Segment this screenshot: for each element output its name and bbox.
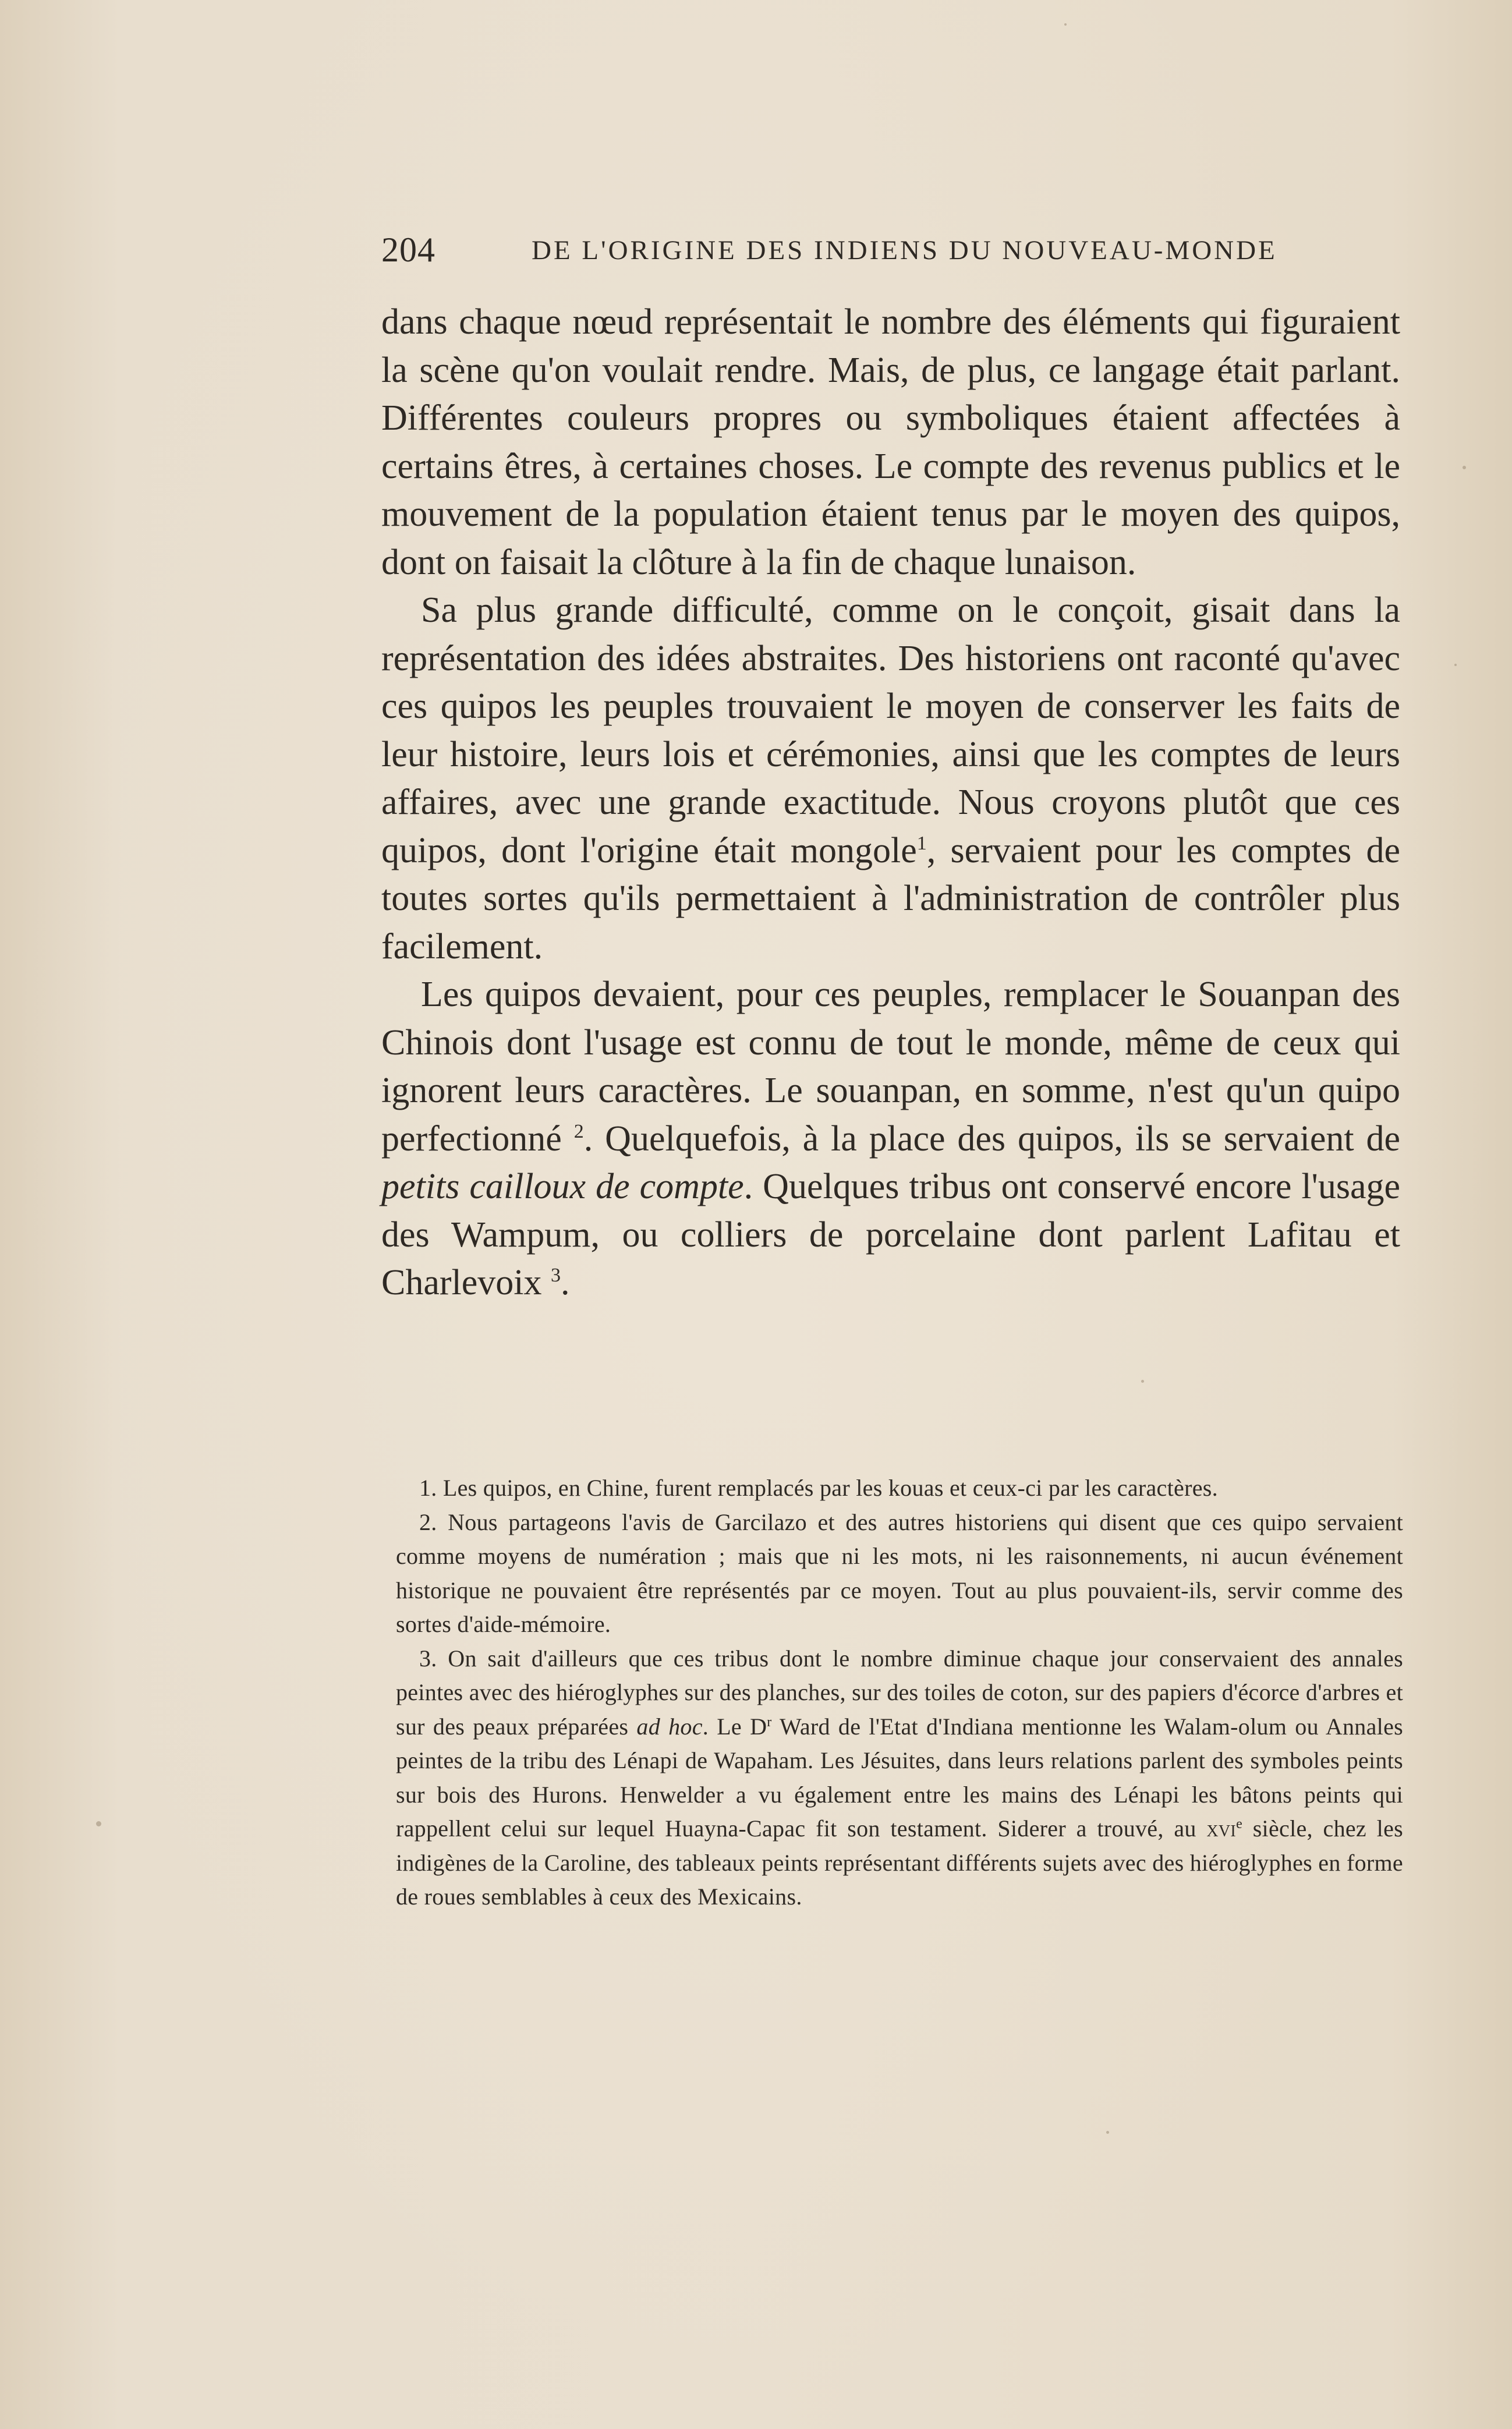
footnote-3-text-d: siècle, chez les indigènes de la Caroline, des tableaux peints représentant différents sujets avec des hiéroglyphes en forme de roues semblables à ceux des Mexicains. <box>396 1815 1403 1910</box>
paragraph-3-text-c: . Quelques tribus ont conservé encore l'usage des Wampum, ou colliers de porcelaine dont parlent Lafitau et Charlevoix <box>381 1167 1400 1302</box>
paper-speck <box>96 1821 101 1826</box>
footnote-3-century: xvi <box>1206 1815 1237 1842</box>
paper-speck <box>1463 466 1466 469</box>
footnote-2: 2. Nous partageons l'avis de Garcilazo et des autres historiens qui disent que ces quipo servaient comme moyens de numération ; mais que ni les mots, ni les raisonnements, ni aucun événement historique ne pouvaient être représentés par ce moyen. Tout au plus pouvaient-ils, servir comme des sortes d'aide-mémoire. <box>396 1509 1403 1637</box>
footnote-3-sup-e: e <box>1236 1817 1243 1832</box>
main-text <box>381 298 1400 1307</box>
running-title: DE L'ORIGINE DES INDIENS DU NOUVEAU-MONDE <box>532 235 1277 265</box>
paragraph-2 <box>381 586 1400 971</box>
paragraph-2-text-a: Sa plus grande difficulté, comme on le conçoit, gisait dans la représentation des idées abstraites. Des historiens ont raconté qu'avec ces quipos les peuples trouvaient le moyen de conserver les faits de leur histoire, leurs lois et cérémonies, ainsi que les comptes de leurs affaires, avec une grande exactitude. Nous croyons plutôt que ces quipos, dont l'origine était mongole <box>381 590 1400 870</box>
page-number: 204 <box>381 231 435 269</box>
footnote-ref-3[interactable]: 3 <box>551 1265 561 1286</box>
footnote-3 <box>396 1642 1403 1914</box>
paragraph-3-text-d: . <box>561 1263 570 1302</box>
paragraph-1-text: dans chaque nœud représentait le nombre des éléments qui figuraient la scène qu'on voulait rendre. Mais, de plus, ce langage était parlant. Différentes couleurs propres ou symboliques étaient affectées à certains êtres, à certaines choses. Le compte des revenus publics et le mouvement de la population étaient tenus par le moyen des quipos, dont on faisait la clôture à la fin de chaque lunaison. <box>381 302 1400 582</box>
paper-speck <box>1141 1380 1144 1383</box>
footnote-3-text-c: Ward de l'Etat d'Indiana mentionne les Walam-olum ou Annales peintes de la tribu des Lénapi de Wapaham. Les Jésuites, dans leurs relations parlent des symboles peints sur bois des Hurons. Henwelder a vu également entre les mains des Lénapi les bâtons peints qui rappellent celui sur lequel Huayna-Capac fit son testament. Siderer a trouvé, au <box>396 1713 1403 1842</box>
footnote-ref-1[interactable]: 1 <box>916 832 927 854</box>
footnote-3-italic: ad hoc <box>636 1713 703 1740</box>
italic-phrase: petits cailloux de compte <box>381 1167 744 1206</box>
paragraph-3 <box>381 971 1400 1307</box>
paper-speck <box>1064 23 1067 26</box>
footnote-ref-2[interactable]: 2 <box>573 1120 584 1142</box>
paper-speck <box>1106 2131 1109 2134</box>
paper-speck <box>1454 664 1457 666</box>
footnote-3-text-b: . Le D <box>702 1713 767 1740</box>
footnotes <box>396 1471 1403 1914</box>
paragraph-2-text-b: , servaient pour les comptes de toutes sortes qu'ils permettaient à l'administration de contrôler plus facilement. <box>381 830 1400 966</box>
paragraph-3-text-a: Les quipos devaient, pour ces peuples, remplacer le Souanpan des Chinois dont l'usage est connu de tout le monde, même de ceux qui ignorent leurs caractères. Le souanpan, en somme, n'est qu'un quipo perfectionné <box>381 975 1400 1159</box>
paragraph-1 <box>381 298 1400 586</box>
paragraph-3-text-b: . Quelquefois, à la place des quipos, ils se servaient de <box>583 1118 1401 1159</box>
footnote-3-sup-r: r <box>767 1714 772 1730</box>
footnote-1: 1. Les quipos, en Chine, furent remplacés par les kouas et ceux-ci par les caractères. <box>419 1475 1218 1501</box>
footnote-3-text-a: 3. On sait d'ailleurs que ces tribus dont le nombre diminue chaque jour conservaient des annales peintes avec des hiéroglyphes sur des planches, sur des toiles de coton, sur des papiers d'écorce d'arbres et sur des peaux préparées <box>396 1645 1403 1740</box>
running-head <box>381 230 1277 271</box>
